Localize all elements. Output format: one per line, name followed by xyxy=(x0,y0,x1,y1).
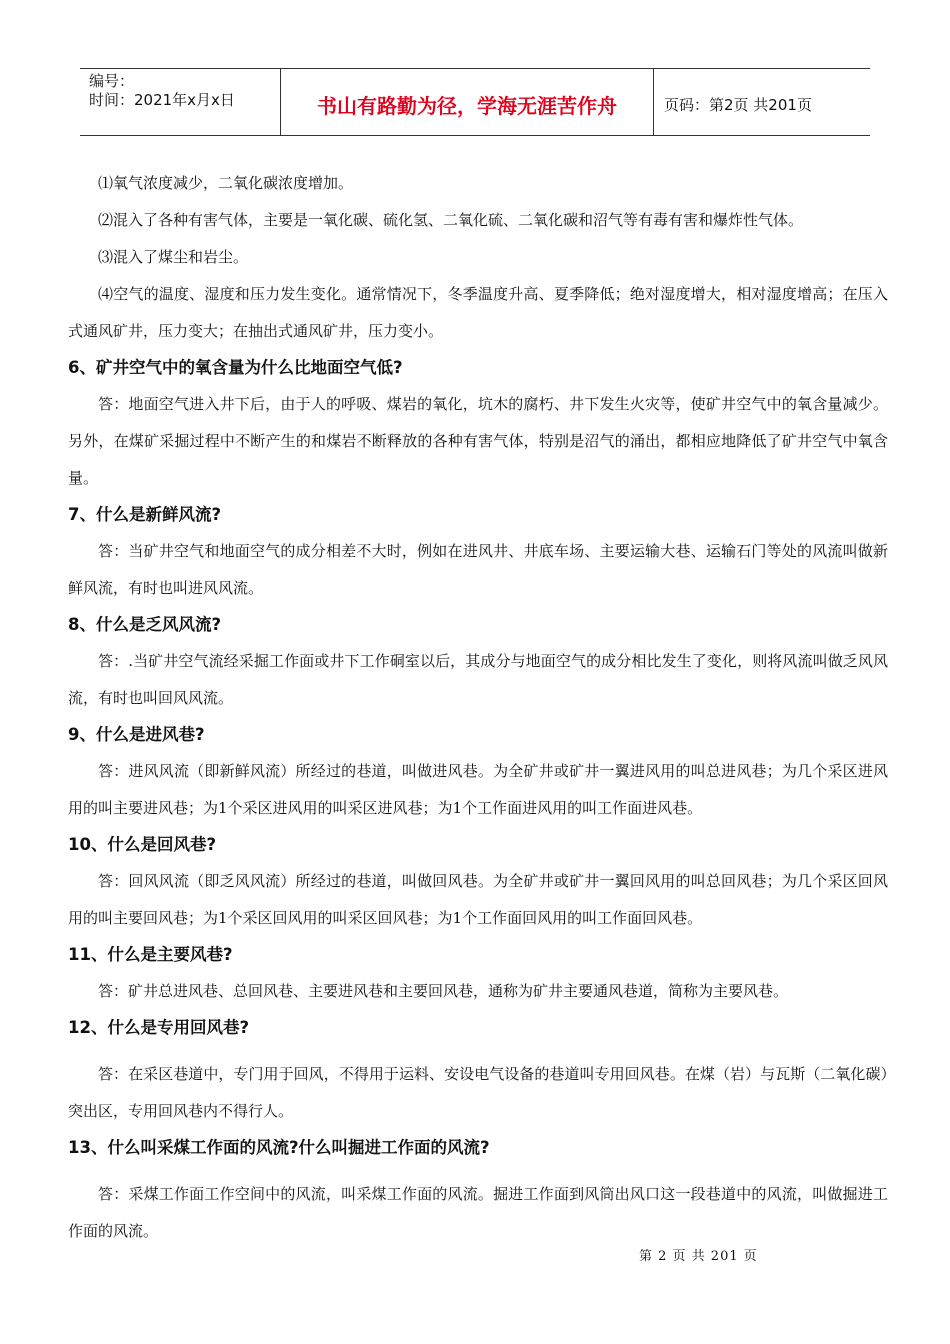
header-motto: 书山有路勤为径，学海无涯苦作舟 xyxy=(281,69,654,135)
spacer xyxy=(68,1166,888,1176)
question-7-heading: 7、什么是新鲜风流? xyxy=(68,505,222,524)
header-page-label: 页码：第2页 共201页 xyxy=(664,95,812,114)
document-body xyxy=(68,165,888,1250)
answer-7: 答：当矿井空气和地面空气的成分相差不大时，例如在进风井、井底车场、主要运输大巷、运输石门等处的风流叫做新鲜风流，有时也叫进风风流。 xyxy=(68,542,888,597)
answer-10: 答：回风风流（即乏风风流）所经过的巷道，叫做回风巷。为全矿井或矿井一翼回风用的叫总回风巷；为几个采区回风用的叫主要回风巷；为1个采区回风用的叫采区回风巷；为1个工作面回风用的叫工作面回风巷。 xyxy=(68,872,888,927)
page-footer: 第 2 页 共 201 页 xyxy=(639,1249,758,1264)
question-11-heading: 11、什么是主要风巷? xyxy=(68,945,233,964)
header-meta xyxy=(80,69,281,135)
paragraph-item-3: ⑶混入了煤尘和岩尘。 xyxy=(98,248,249,266)
question-6-heading: 6、矿井空气中的氧含量为什么比地面空气低? xyxy=(68,358,403,377)
question-10-heading: 10、什么是回风巷? xyxy=(68,835,217,854)
answer-12: 答：在采区巷道中，专门用于回风，不得用于运料、安设电气设备的巷道叫专用回风巷。在煤（岩）与瓦斯（二氧化碳）突出区，专用回风巷内不得行人。 xyxy=(68,1065,888,1120)
answer-13: 答：采煤工作面工作空间中的风流，叫采煤工作面的风流。掘进工作面到风筒出风口这一段巷道中的风流，叫做掘进工作面的风流。 xyxy=(68,1185,888,1240)
question-9-heading: 9、什么是进风巷? xyxy=(68,725,205,744)
question-12-heading: 12、什么是专用回风巷? xyxy=(68,1018,250,1037)
answer-9: 答：进风风流（即新鲜风流）所经过的巷道，叫做进风巷。为全矿井或矿井一翼进风用的叫总进风巷；为几个采区进风用的叫主要进风巷；为1个采区进风用的叫采区进风巷；为1个工作面进风用的叫工作面进风巷。 xyxy=(68,762,888,817)
question-8-heading: 8、什么是乏风风流? xyxy=(68,615,222,634)
paragraph-item-4: ⑷空气的温度、湿度和压力发生变化。通常情况下，冬季温度升高、夏季降低；绝对湿度增大，相对湿度增高；在压入式通风矿井，压力变大；在抽出式通风矿井，压力变小。 xyxy=(68,285,888,340)
question-13-heading: 13、什么叫采煤工作面的风流?什么叫掘进工作面的风流? xyxy=(68,1138,490,1157)
spacer xyxy=(68,1046,888,1056)
answer-11: 答：矿井总进风巷、总回风巷、主要进风巷和主要回风巷，通称为矿井主要通风巷道，简称为主要风巷。 xyxy=(98,982,789,1000)
page-header xyxy=(80,68,870,136)
answer-8: 答：.当矿井空气流经采掘工作面或井下工作硐室以后，其成分与地面空气的成分相比发生了变化，则将风流叫做乏风风流，有时也叫回风风流。 xyxy=(68,652,888,707)
paragraph-item-1: ⑴氧气浓度减少，二氧化碳浓度增加。 xyxy=(98,174,354,192)
document-number-label: 编号： xyxy=(89,72,135,90)
answer-6: 答：地面空气进入井下后，由于人的呼吸、煤岩的氧化，坑木的腐朽、井下发生火灾等，使矿井空气中的氧含量减少。另外，在煤矿采掘过程中不断产生的和煤岩不断释放的各种有害气体，特别是沼气的涌出，都相应地降低了矿井空气中氧含量。 xyxy=(68,395,888,487)
paragraph-item-2: ⑵混入了各种有害气体，主要是一氧化碳、硫化氢、二氧化硫、二氧化碳和沼气等有毒有害和爆炸性气体。 xyxy=(98,211,804,229)
document-date-label: 时间：2021年x月x日 xyxy=(89,91,235,109)
